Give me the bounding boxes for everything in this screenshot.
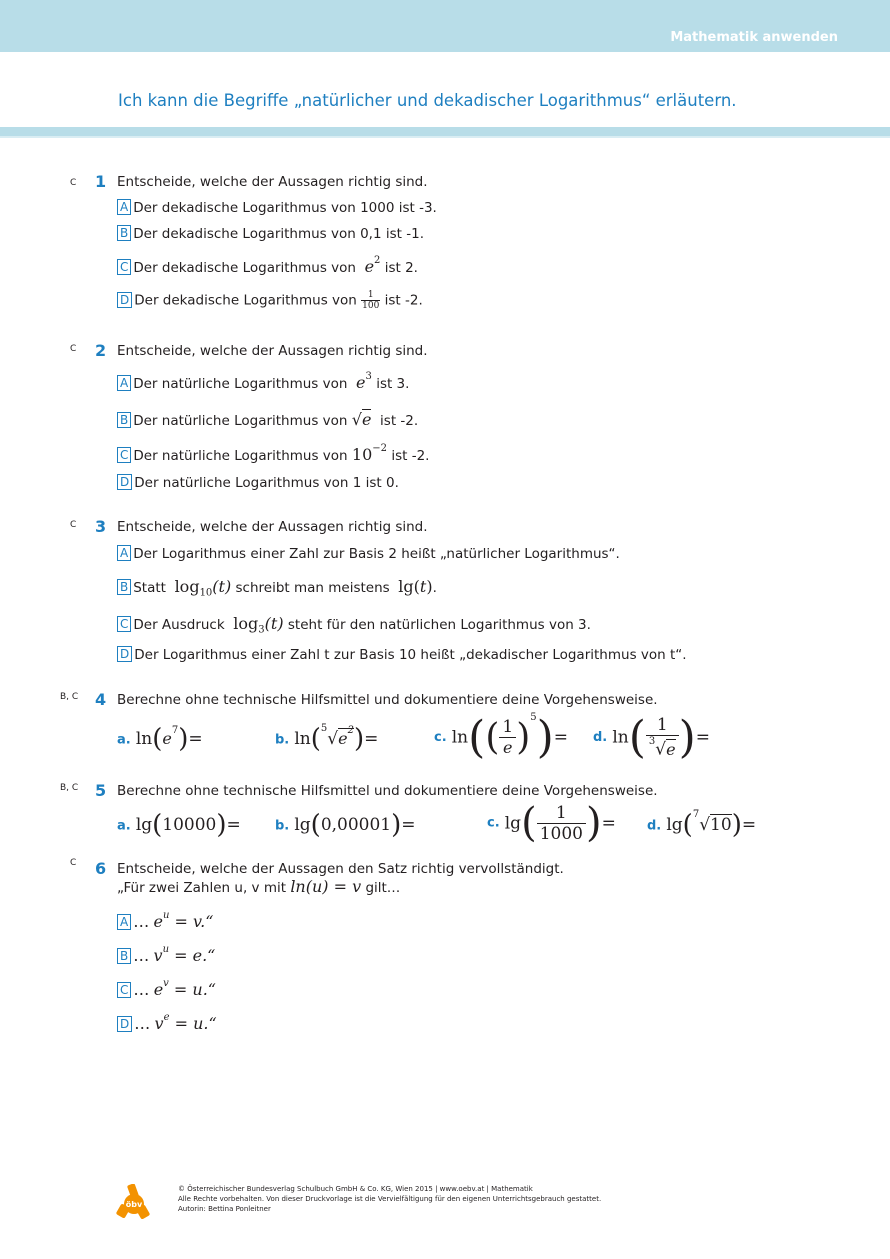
part-label: b. — [275, 732, 290, 748]
header-label: Mathematik anwenden — [670, 30, 838, 45]
part-b — [275, 810, 416, 840]
expression: $\ln(e^7)=$ — [135, 724, 203, 754]
option-d[interactable]: D … $v^e$ = u.“ — [117, 1014, 217, 1033]
part-a — [117, 810, 241, 840]
option-c[interactable]: C … $e^v$ = u.“ — [117, 980, 216, 999]
part-a — [117, 724, 203, 754]
option-text: Der natürliche Logarithmus von 1 ist 0. — [134, 475, 399, 491]
math-arg: (t) — [264, 614, 284, 633]
option-text: Der dekadische Logarithmus von — [134, 292, 357, 309]
math-base: e — [364, 257, 375, 276]
option-a[interactable] — [117, 199, 437, 216]
task-number: 3 — [95, 517, 107, 536]
option-text: Der Logarithmus einer Zahl zur Basis 2 heißt „natürlicher Logarithmus“. — [133, 546, 620, 562]
task-number: 1 — [95, 172, 107, 191]
task-prompt: Entscheide, welche der Aussagen richtig sind. — [117, 174, 428, 190]
math-base: e — [356, 373, 366, 392]
option-text: Der natürliche Logarithmus von — [133, 413, 348, 429]
option-text-mid: schreibt man meistens — [235, 580, 390, 596]
divider-line — [0, 136, 890, 138]
option-key[interactable]: C — [117, 616, 131, 632]
part-label: c. — [434, 730, 447, 745]
math-radicand: e — [361, 410, 372, 429]
option-c[interactable] — [117, 614, 591, 636]
math-log: log — [233, 614, 259, 633]
footer-copyright: © Österreichischer Bundesverlag Schulbuch GmbH & Co. KG, Wien 2015 | www.oebv.at | Mathematik — [178, 1185, 533, 1193]
option-key[interactable]: D — [117, 292, 132, 308]
option-d[interactable] — [117, 646, 687, 663]
option-text: Der dekadische Logarithmus von 1000 ist -3. — [133, 200, 437, 216]
expression: lg(0,00001)= — [294, 810, 416, 840]
math-log-base: 10 — [199, 587, 213, 599]
math-close: ) — [426, 577, 433, 596]
option-text-post: ist 2. — [384, 260, 418, 276]
part-label: a. — [117, 732, 131, 748]
option-c[interactable] — [117, 442, 430, 464]
part-d — [647, 810, 756, 840]
option-key[interactable]: B — [117, 225, 131, 241]
footer-rights: Alle Rechte vorbehalten. Von dieser Druckvorlage ist die Vervielfältigung für den eigenen Unterrichtsgebrauch gestattet. — [178, 1195, 602, 1203]
option-text: Der natürliche Logarithmus von — [133, 376, 348, 392]
option-text: Der dekadische Logarithmus von — [133, 260, 356, 276]
expression: ln( $\frac{1}{^3√e}$ )= — [612, 712, 711, 763]
footer-author: Autorin: Bettina Ponleitner — [178, 1205, 271, 1213]
part-label: a. — [117, 818, 131, 834]
task-prompt-line2: „Für zwei Zahlen u, v mit ln(u) = v gilt… — [117, 877, 401, 896]
math-exponent: 3 — [365, 370, 372, 382]
option-d[interactable] — [117, 474, 399, 491]
option-text-post: ist -2. — [380, 413, 419, 429]
option-d[interactable] — [117, 290, 423, 311]
option-key[interactable]: D — [117, 646, 132, 662]
option-text-post: steht für den natürlichen Logarithmus von 3. — [287, 617, 591, 633]
task-number: 2 — [95, 341, 107, 360]
option-b[interactable] — [117, 225, 424, 242]
expression: $\ln(^5√e^2)=$ — [294, 722, 379, 754]
option-text-post: . — [432, 580, 437, 596]
divider-band — [0, 127, 890, 136]
option-text: Statt — [133, 580, 166, 596]
expression: ln(( $\frac{1}{e}$ )$^5$)= — [451, 712, 569, 763]
task-number: 4 — [95, 690, 107, 709]
task-level: C — [70, 520, 77, 530]
learning-goal: Ich kann die Begriffe „natürlicher und dekadischer Logarithmus“ erläutern. — [118, 91, 737, 110]
option-a[interactable] — [117, 370, 410, 392]
task-number: 6 — [95, 859, 107, 878]
math-lg: lg( — [398, 577, 420, 596]
option-c[interactable] — [117, 254, 418, 276]
task-level: C — [70, 178, 77, 188]
option-key[interactable]: A — [117, 914, 131, 930]
task-level: B, C — [60, 692, 79, 702]
expression: lg($^7$√10)= — [666, 808, 757, 840]
math-exponent: 2 — [374, 254, 381, 266]
option-key[interactable]: D — [117, 1016, 132, 1032]
math-log: log — [174, 577, 200, 596]
expression: lg( $\frac{1}{1000}$ )= — [504, 800, 616, 846]
task-prompt: Berechne ohne technische Hilfsmittel und dokumentiere deine Vorgehensweise. — [117, 692, 658, 708]
option-b[interactable] — [117, 577, 437, 599]
option-key[interactable]: A — [117, 545, 131, 561]
math-base: 10 — [351, 445, 373, 464]
task-level: B, C — [60, 783, 79, 793]
part-label: d. — [593, 730, 608, 745]
part-c — [487, 800, 616, 846]
math-var: t — [419, 577, 427, 596]
option-a[interactable] — [117, 545, 620, 562]
math-arg: (t) — [212, 577, 232, 596]
part-label: d. — [647, 818, 662, 834]
task-level: C — [70, 858, 77, 868]
part-label: c. — [487, 815, 500, 831]
publisher-logo-icon — [116, 1184, 152, 1220]
math-fraction: $\frac{1}{100}$ — [362, 290, 380, 311]
option-key[interactable]: B — [117, 579, 131, 595]
option-text: Der Ausdruck — [133, 617, 225, 633]
logo-text: öbv — [125, 1200, 143, 1209]
option-key[interactable]: A — [117, 199, 131, 215]
math-log-base: 3 — [258, 624, 265, 636]
option-text: Der dekadische Logarithmus von 0,1 ist -1. — [133, 226, 424, 242]
task-prompt: Entscheide, welche der Aussagen den Satz richtig vervollständigt. — [117, 861, 564, 877]
option-key[interactable]: B — [117, 412, 131, 428]
option-text: Der natürliche Logarithmus von — [133, 448, 348, 464]
option-b[interactable] — [117, 410, 418, 429]
option-key[interactable]: C — [117, 447, 131, 463]
option-key[interactable]: C — [117, 259, 131, 275]
option-a[interactable]: A … $e^u$ = v.“ — [117, 912, 213, 931]
task-prompt: Entscheide, welche der Aussagen richtig sind. — [117, 343, 428, 359]
expression: lg(10000)= — [135, 810, 241, 840]
math-exponent: −2 — [372, 442, 388, 454]
task-prompt: Entscheide, welche der Aussagen richtig sind. — [117, 519, 428, 535]
option-key[interactable]: D — [117, 474, 132, 490]
option-key[interactable]: B — [117, 948, 131, 964]
option-text-post: ist -2. — [391, 448, 430, 464]
option-text-post: ist 3. — [376, 376, 410, 392]
part-d — [593, 712, 710, 763]
option-text-post: ist -2. — [384, 292, 423, 309]
task-number: 5 — [95, 781, 107, 800]
footer — [178, 1184, 601, 1214]
option-text: Der Logarithmus einer Zahl t zur Basis 10 heißt „dekadischer Logarithmus von t“. — [134, 647, 687, 663]
part-c — [434, 712, 568, 763]
task-level: C — [70, 344, 77, 354]
option-key[interactable]: A — [117, 375, 131, 391]
part-b — [275, 724, 378, 754]
option-key[interactable]: C — [117, 982, 131, 998]
part-label: b. — [275, 818, 290, 834]
task-prompt: Berechne ohne technische Hilfsmittel und dokumentiere deine Vorgehensweise. — [117, 783, 658, 799]
option-b[interactable]: B … $v^u$ = e.“ — [117, 946, 215, 965]
radical-icon: √ — [351, 410, 362, 429]
